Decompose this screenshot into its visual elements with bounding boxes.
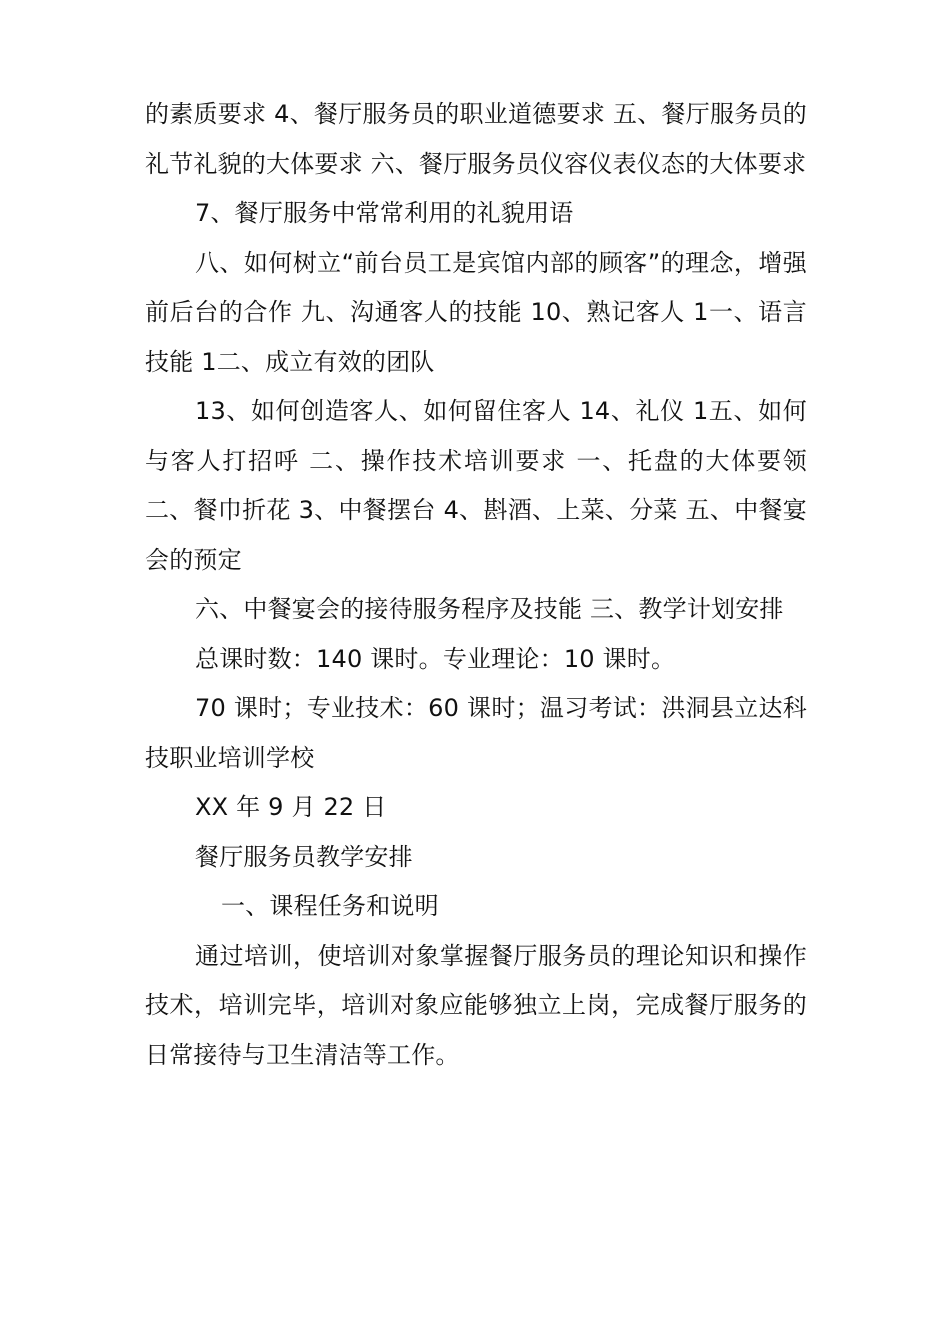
paragraph: XX 年 9 月 22 日 [195, 793, 387, 821]
paragraph: 13、如何创造客人、如何留住客人 14、礼仪 1五、如何与客人打招呼 二、操作技术培训要求 一、托盘的大体要领 二、餐巾折花 3、中餐摆台 4、斟酒、上菜、分菜 五、中餐宴会的预定 [145, 397, 807, 574]
paragraph: 餐厅服务员教学安排 [195, 842, 413, 871]
paragraph: 六、中餐宴会的接待服务程序及技能 三、教学计划安排 [195, 595, 784, 623]
paragraph: 7、餐厅服务中常常利用的礼貌用语 [195, 199, 574, 227]
paragraph: 八、如何树立“前台员工是宾馆内部的顾客”的理念，增强前后台的合作 九、沟通客人的技能 10、熟记客人 1一、语言技能 1二、成立有效的团队 [145, 248, 807, 376]
section-heading: 一、课程任务和说明 [221, 892, 439, 920]
paragraph: 的素质要求 4、餐厅服务员的职业道德要求 五、餐厅服务员的礼节礼貌的大体要求 六、餐厅服务员仪容仪表仪态的大体要求 [145, 100, 807, 178]
paragraph: 总课时数：140 课时。专业理论：10 课时。 [195, 644, 676, 673]
paragraph: 70 课时；专业技术：60 课时；温习考试：洪洞县立达科技职业培训学校 [145, 694, 807, 772]
paragraph: 通过培训，使培训对象掌握餐厅服务员的理论知识和操作技术，培训完毕，培训对象应能够独立上岗，完成餐厅服务的日常接待与卫生清洁等工作。 [145, 941, 807, 1069]
document-body [145, 90, 807, 1080]
